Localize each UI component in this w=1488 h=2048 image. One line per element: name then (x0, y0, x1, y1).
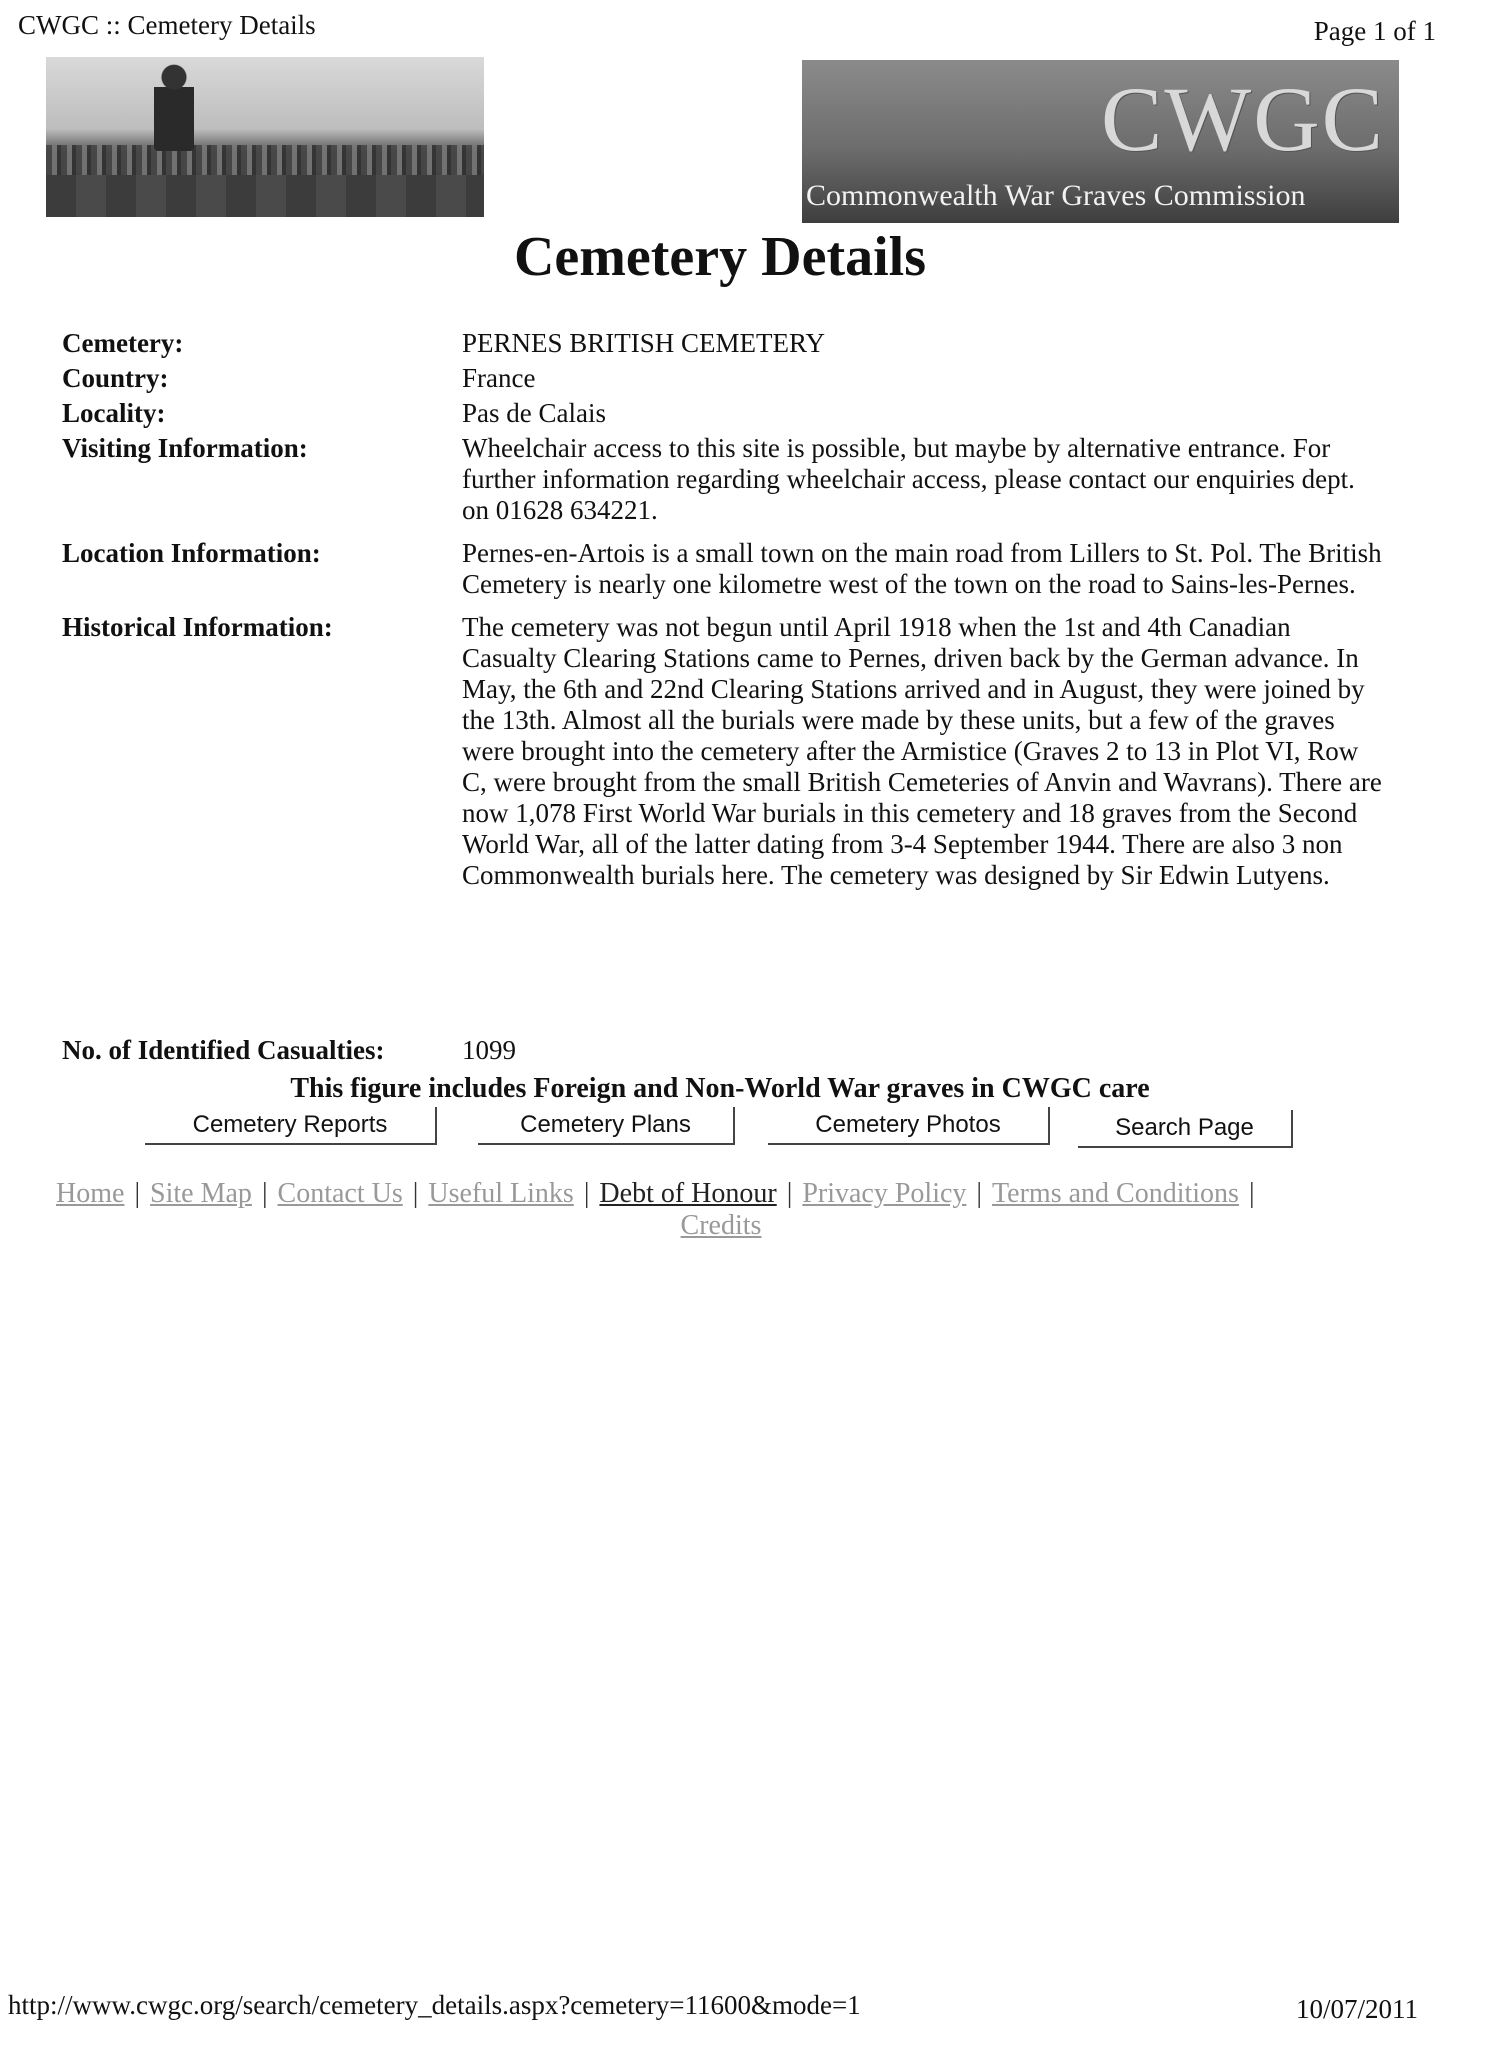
banner-photo-figure (154, 61, 194, 151)
footer-separator: | (583, 1178, 590, 1209)
logo-subtitle: Commonwealth War Graves Commission (806, 179, 1306, 212)
footer-link-debt-of-honour[interactable]: Debt of Honour (599, 1178, 777, 1209)
details-row-historical (62, 612, 1382, 891)
footer-separator: | (412, 1178, 419, 1209)
footer-separator: | (786, 1178, 793, 1209)
footer-link-site-map[interactable]: Site Map (150, 1178, 252, 1209)
country-label: Country: (62, 363, 169, 393)
footer-link-useful-links[interactable]: Useful Links (428, 1178, 574, 1209)
footer-link-home[interactable]: Home (56, 1178, 125, 1209)
logo-mark: CWGC (1101, 68, 1385, 170)
details-row-visiting (62, 433, 1382, 526)
locality-value: Pas de Calais (462, 398, 606, 428)
visiting-value: Wheelchair access to this site is possible, but maybe by alternative entrance. For further information regarding wheelchair access, please contact our enquiries dept. on 01628 634221. (462, 433, 1355, 525)
footer-separator: | (261, 1178, 268, 1209)
details-row-locality (62, 398, 1382, 429)
footer-link-contact-us[interactable]: Contact Us (277, 1178, 403, 1209)
location-label: Location Information: (62, 538, 321, 568)
historical-value: The cemetery was not begun until April 1918 when the 1st and 4th Canadian Casualty Clearing Stations came to Pernes, driven back by the German advance. In May, the 6th and 22nd Clearing Stations arrived and in August, they were joined by the 13th. Almost all the burials were made by these units, but a few of the graves were brought into the cemetery after the Armistice (Graves 2 to 13 in Plot VI, Row C, were brought from the small British Cemeteries of Anvin and Wavrans). There are now 1,078 First World War burials in this cemetery and 18 graves from the Second World War, all of the latter dating from 3-4 September 1944. There are also 3 non Commonwealth burials here. The cemetery was designed by Sir Edwin Lutyens. (462, 612, 1382, 890)
historical-label: Historical Information: (62, 612, 333, 642)
details-row-casualties (62, 1035, 516, 1066)
details-row-location (62, 538, 1382, 600)
footer-separator: | (976, 1178, 983, 1209)
page-title: Cemetery Details (513, 226, 926, 288)
casualties-value: 1099 (462, 1035, 516, 1065)
cemetery-value: PERNES BRITISH CEMETERY (462, 328, 826, 358)
casualties-label: No. of Identified Casualties: (62, 1035, 385, 1065)
footer-link-terms[interactable]: Terms and Conditions (992, 1178, 1239, 1209)
print-footer-date: 10/07/2011 (1295, 1994, 1418, 2024)
locality-label: Locality: (62, 398, 166, 428)
footer-credits-line (56, 1210, 1386, 1242)
cemetery-label: Cemetery: (62, 328, 184, 358)
footer-separator: | (134, 1178, 141, 1209)
location-value: Pernes-en-Artois is a small town on the main road from Lillers to St. Pol. The British Cemetery is nearly one kilometre west of the town on the road to Sains-les-Pernes. (462, 538, 1382, 599)
banner-photo-ground (46, 175, 484, 217)
footer-nav (56, 1178, 1396, 1242)
details-row-country (62, 363, 1382, 394)
print-page-number: Page 1 of 1 (1313, 16, 1436, 46)
casualties-note: This figure includes Foreign and Non-World War graves in CWGC care (290, 1073, 1150, 1104)
visiting-label: Visiting Information: (62, 433, 308, 463)
footer-link-credits[interactable]: Credits (680, 1210, 762, 1241)
search-page-button[interactable]: Search Page (1078, 1110, 1293, 1148)
banner-photo (46, 57, 484, 217)
cemetery-plans-button[interactable]: Cemetery Plans (478, 1107, 735, 1145)
footer-link-privacy-policy[interactable]: Privacy Policy (802, 1178, 967, 1209)
print-footer-url: http://www.cwgc.org/search/cemetery_details.aspx?cemetery=11600&mode=1 (8, 1990, 861, 2020)
details-row-cemetery (62, 328, 1382, 359)
cemetery-reports-button[interactable]: Cemetery Reports (145, 1107, 437, 1145)
country-value: France (462, 363, 536, 393)
cemetery-photos-button[interactable]: Cemetery Photos (768, 1107, 1050, 1145)
cwgc-logo[interactable] (802, 60, 1399, 223)
footer-separator: | (1248, 1178, 1255, 1209)
print-header-title: CWGC :: Cemetery Details (18, 10, 316, 40)
details-table (62, 328, 1382, 895)
